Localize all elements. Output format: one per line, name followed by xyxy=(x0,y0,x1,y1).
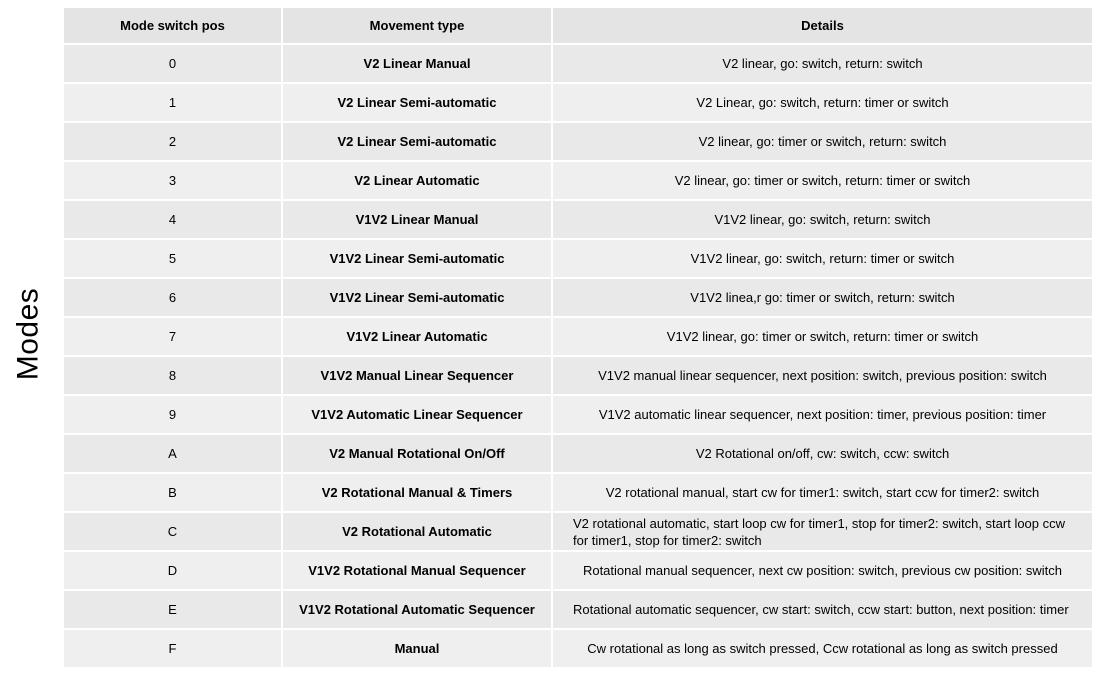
mode-switch-pos-cell: 6 xyxy=(63,278,282,317)
table-row xyxy=(63,356,1093,395)
movement-type-cell: V2 Manual Rotational On/Off xyxy=(282,434,552,473)
movement-type-cell: V2 Linear Manual xyxy=(282,44,552,83)
mode-switch-pos-cell: C xyxy=(63,512,282,551)
movement-type-cell: V1V2 Rotational Automatic Sequencer xyxy=(282,590,552,629)
details-cell: V2 rotational automatic, start loop cw for timer1, stop for timer2: switch, start loop ccw for timer1, stop for timer2: switch xyxy=(552,512,1093,551)
mode-switch-pos-cell: B xyxy=(63,473,282,512)
mode-switch-pos-cell: 7 xyxy=(63,317,282,356)
movement-type-cell: V1V2 Automatic Linear Sequencer xyxy=(282,395,552,434)
mode-switch-pos-cell: D xyxy=(63,551,282,590)
movement-type-cell: V1V2 Linear Semi-automatic xyxy=(282,239,552,278)
details-cell: V1V2 linear, go: switch, return: timer or switch xyxy=(552,239,1093,278)
details-cell: Rotational manual sequencer, next cw position: switch, previous cw position: switch xyxy=(552,551,1093,590)
table-row xyxy=(63,122,1093,161)
details-cell: V1V2 linear, go: timer or switch, return: timer or switch xyxy=(552,317,1093,356)
mode-switch-pos-cell: 2 xyxy=(63,122,282,161)
table-row xyxy=(63,278,1093,317)
details-cell: V2 Rotational on/off, cw: switch, ccw: switch xyxy=(552,434,1093,473)
details-cell: V1V2 linear, go: switch, return: switch xyxy=(552,200,1093,239)
table-row xyxy=(63,83,1093,122)
details-cell: V1V2 linea,r go: timer or switch, return: switch xyxy=(552,278,1093,317)
mode-switch-pos-cell: E xyxy=(63,590,282,629)
table-row xyxy=(63,434,1093,473)
table-body xyxy=(63,44,1093,668)
movement-type-cell: V2 Linear Automatic xyxy=(282,161,552,200)
movement-type-cell: V1V2 Linear Automatic xyxy=(282,317,552,356)
details-cell: V2 linear, go: timer or switch, return: switch xyxy=(552,122,1093,161)
mode-switch-pos-cell: A xyxy=(63,434,282,473)
movement-type-cell: V2 Linear Semi-automatic xyxy=(282,122,552,161)
table-row xyxy=(63,629,1093,668)
table-row xyxy=(63,395,1093,434)
header-movement-type: Movement type xyxy=(282,7,552,44)
header-row xyxy=(63,7,1093,44)
header-mode-switch-pos: Mode switch pos xyxy=(63,7,282,44)
details-cell: V1V2 automatic linear sequencer, next position: timer, previous position: timer xyxy=(552,395,1093,434)
table-row xyxy=(63,551,1093,590)
header-details: Details xyxy=(552,7,1093,44)
movement-type-cell: V1V2 Rotational Manual Sequencer xyxy=(282,551,552,590)
movement-type-cell: V2 Linear Semi-automatic xyxy=(282,83,552,122)
side-title-container xyxy=(0,0,56,677)
mode-switch-pos-cell: 3 xyxy=(63,161,282,200)
details-cell: V2 linear, go: timer or switch, return: timer or switch xyxy=(552,161,1093,200)
table-row xyxy=(63,44,1093,83)
table-row xyxy=(63,317,1093,356)
details-cell: V1V2 manual linear sequencer, next position: switch, previous position: switch xyxy=(552,356,1093,395)
table-row xyxy=(63,512,1093,551)
mode-switch-pos-cell: 9 xyxy=(63,395,282,434)
mode-switch-pos-cell: 1 xyxy=(63,83,282,122)
movement-type-cell: V1V2 Linear Semi-automatic xyxy=(282,278,552,317)
table-row xyxy=(63,161,1093,200)
table-header xyxy=(63,7,1093,44)
mode-switch-pos-cell: 8 xyxy=(63,356,282,395)
table-row xyxy=(63,239,1093,278)
table-row xyxy=(63,200,1093,239)
table-row xyxy=(63,473,1093,512)
mode-switch-pos-cell: F xyxy=(63,629,282,668)
movement-type-cell: Manual xyxy=(282,629,552,668)
side-title: Modes xyxy=(11,287,45,380)
movement-type-cell: V2 Rotational Automatic xyxy=(282,512,552,551)
movement-type-cell: V1V2 Linear Manual xyxy=(282,200,552,239)
details-cell: V2 rotational manual, start cw for timer1: switch, start ccw for timer2: switch xyxy=(552,473,1093,512)
details-cell: V2 linear, go: switch, return: switch xyxy=(552,44,1093,83)
table-row xyxy=(63,590,1093,629)
mode-switch-pos-cell: 5 xyxy=(63,239,282,278)
details-cell: Rotational automatic sequencer, cw start: switch, ccw start: button, next position: timer xyxy=(552,590,1093,629)
details-cell: Cw rotational as long as switch pressed, Ccw rotational as long as switch pressed xyxy=(552,629,1093,668)
movement-type-cell: V2 Rotational Manual & Timers xyxy=(282,473,552,512)
mode-switch-pos-cell: 4 xyxy=(63,200,282,239)
movement-type-cell: V1V2 Manual Linear Sequencer xyxy=(282,356,552,395)
mode-switch-pos-cell: 0 xyxy=(63,44,282,83)
details-cell: V2 Linear, go: switch, return: timer or switch xyxy=(552,83,1093,122)
modes-table xyxy=(62,6,1094,669)
